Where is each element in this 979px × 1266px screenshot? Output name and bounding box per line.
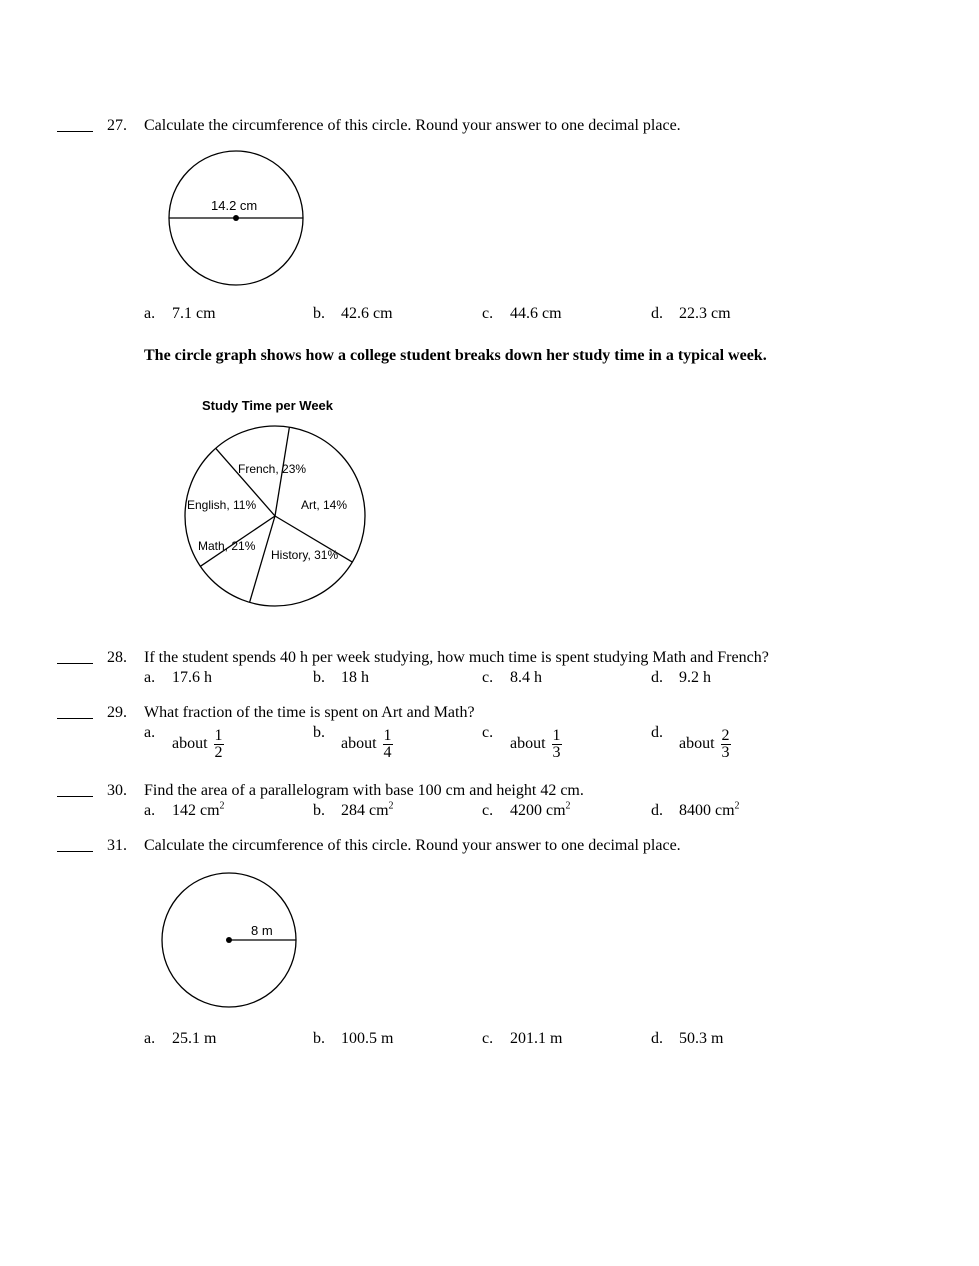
choice-text-28a: 17.6 h <box>172 669 212 686</box>
choice-30a <box>172 802 225 820</box>
question-text-30: Find the area of a parallelogram with base 100 cm and height 42 cm. <box>144 782 584 799</box>
choice-30c <box>510 802 571 820</box>
graph-intro-text: The circle graph shows how a college student breaks down her study time in a typical week. <box>144 347 767 364</box>
question-number-27: 27. <box>107 117 127 134</box>
choice-letter-31d: d. <box>651 1030 663 1047</box>
choice-letter-30a: a. <box>144 802 156 819</box>
diameter-label-27: 14.2 cm <box>211 198 258 213</box>
fraction-29a <box>214 728 224 761</box>
choice-text-28b: 18 h <box>341 669 369 686</box>
choice-prefix-29d: about <box>679 735 715 752</box>
chart-title: Study Time per Week <box>202 398 334 413</box>
unit-exponent-30a: 2 <box>219 800 225 812</box>
pie-label-history: History, 31% <box>271 548 339 562</box>
choice-text-27a: 7.1 cm <box>172 305 216 322</box>
center-dot-31 <box>226 937 232 943</box>
numerator-29c: 1 <box>552 726 561 744</box>
numerator-29a: 1 <box>214 726 223 744</box>
answer-blank-31[interactable] <box>57 839 93 852</box>
numerator-29d: 2 <box>721 726 730 744</box>
question-number-28: 28. <box>107 649 127 666</box>
unit-exponent-30b: 2 <box>388 800 394 812</box>
choice-letter-27a: a. <box>144 305 156 322</box>
choice-letter-28a: a. <box>144 669 156 686</box>
question-text-31: Calculate the circumference of this circle. Round your answer to one decimal place. <box>144 837 681 854</box>
denominator-29d: 3 <box>721 743 730 761</box>
choice-letter-29a: a. <box>144 724 156 741</box>
choice-text-27c: 44.6 cm <box>510 305 562 322</box>
answer-blank-29[interactable] <box>57 706 93 719</box>
pie-label-french: French, 23% <box>238 462 307 476</box>
question-number-31: 31. <box>107 837 127 854</box>
numerator-29b: 1 <box>383 726 392 744</box>
answer-blank-28[interactable] <box>57 651 93 664</box>
circle-figure-27 <box>169 151 303 285</box>
choice-letter-29d: d. <box>651 724 663 741</box>
denominator-29b: 4 <box>383 743 392 761</box>
fraction-29c <box>552 728 562 761</box>
choice-text-27b: 42.6 cm <box>341 305 393 322</box>
unit-exponent-30c: 2 <box>565 800 571 812</box>
choice-prefix-29a: about <box>172 735 208 752</box>
question-text-27: Calculate the circumference of this circle. Round your answer to one decimal place. <box>144 117 681 134</box>
denominator-29a: 2 <box>214 743 223 761</box>
fraction-29b <box>383 728 393 761</box>
question-number-29: 29. <box>107 704 127 721</box>
choice-letter-30d: d. <box>651 802 663 819</box>
circle-figure-31 <box>162 873 296 1007</box>
choice-text-31c: 201.1 m <box>510 1030 563 1047</box>
denominator-29c: 3 <box>552 743 561 761</box>
choice-29b <box>341 726 393 762</box>
choice-text-30d: 8400 cm <box>679 802 735 819</box>
pie-chart <box>185 426 365 606</box>
choice-text-30a: 142 cm <box>172 802 220 819</box>
pie-label-english: English, 11% <box>187 498 257 512</box>
choice-letter-27b: b. <box>313 305 325 322</box>
choice-text-31d: 50.3 m <box>679 1030 724 1047</box>
choice-letter-29c: c. <box>482 724 494 741</box>
choice-letter-28c: c. <box>482 669 494 686</box>
center-dot-27 <box>233 215 239 221</box>
pie-label-math: Math, 21% <box>198 539 256 553</box>
choice-30d <box>679 802 740 820</box>
radius-label-31: 8 m <box>251 923 273 938</box>
choice-prefix-29c: about <box>510 735 546 752</box>
choice-text-30c: 4200 cm <box>510 802 566 819</box>
choice-prefix-29b: about <box>341 735 377 752</box>
choice-text-31b: 100.5 m <box>341 1030 394 1047</box>
choice-letter-28d: d. <box>651 669 663 686</box>
choice-text-31a: 25.1 m <box>172 1030 217 1047</box>
choice-letter-31a: a. <box>144 1030 156 1047</box>
choice-letter-31c: c. <box>482 1030 494 1047</box>
question-text-29: What fraction of the time is spent on Art and Math? <box>144 704 475 721</box>
choice-30b <box>341 802 394 820</box>
choice-text-28d: 9.2 h <box>679 669 711 686</box>
choice-letter-27d: d. <box>651 305 663 322</box>
choice-letter-31b: b. <box>313 1030 325 1047</box>
choice-letter-29b: b. <box>313 724 325 741</box>
question-number-30: 30. <box>107 782 127 799</box>
choice-letter-30b: b. <box>313 802 325 819</box>
fraction-29d <box>721 728 731 761</box>
choice-29a <box>172 726 224 762</box>
choice-text-30b: 284 cm <box>341 802 389 819</box>
question-text-28: If the student spends 40 h per week studying, how much time is spent studying Math and French? <box>144 649 769 666</box>
choice-text-28c: 8.4 h <box>510 669 542 686</box>
unit-exponent-30d: 2 <box>734 800 740 812</box>
pie-label-art: Art, 14% <box>301 498 348 512</box>
choice-29d <box>679 726 731 762</box>
choice-letter-27c: c. <box>482 305 494 322</box>
choice-29c <box>510 726 562 762</box>
choice-letter-30c: c. <box>482 802 494 819</box>
answer-blank-30[interactable] <box>57 784 93 797</box>
choice-text-27d: 22.3 cm <box>679 305 731 322</box>
choice-letter-28b: b. <box>313 669 325 686</box>
